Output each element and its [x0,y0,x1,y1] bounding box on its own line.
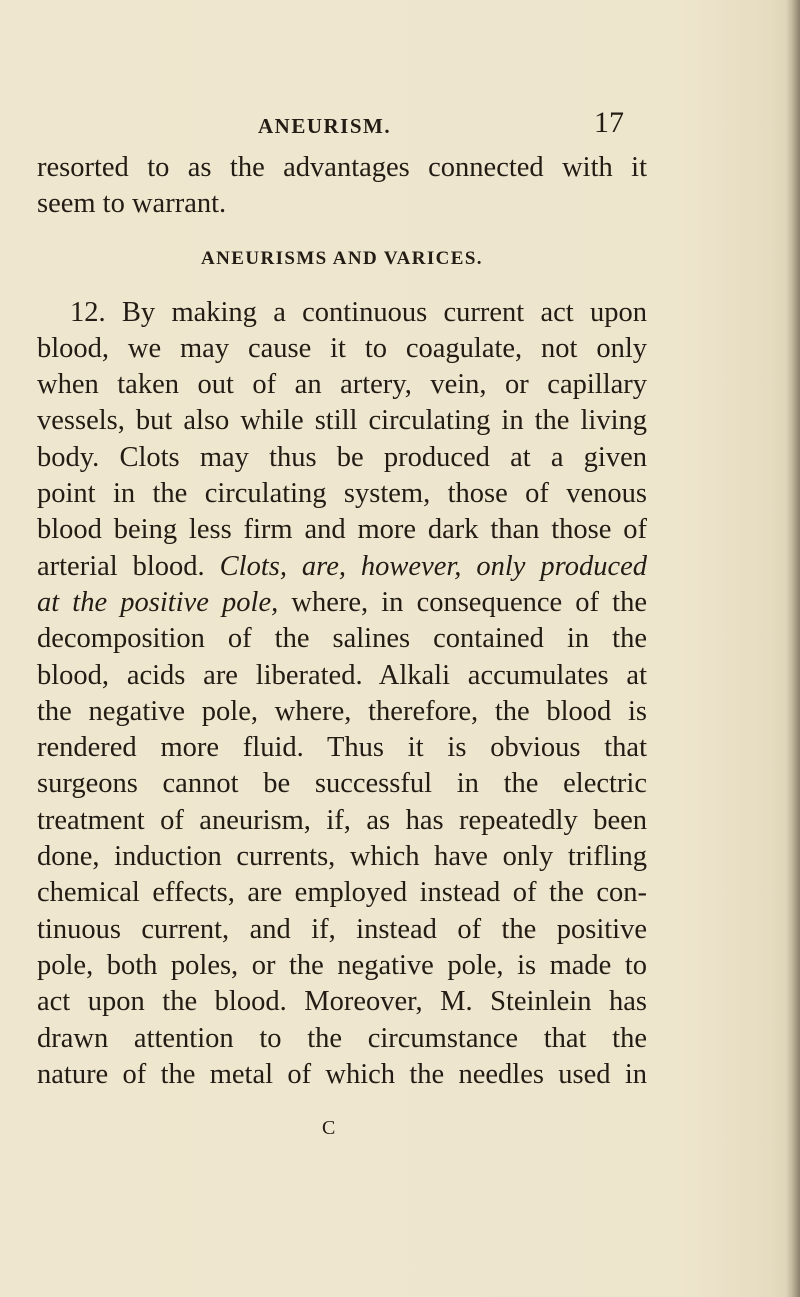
text-line: blood being less firm and more dark than those of [37,514,647,546]
text-line: surgeons cannot be successful in the electric [37,768,647,800]
text-line: done, induction currents, which have only trifling [37,841,647,873]
text-line: body. Clots may thus be produced at a given [37,441,647,473]
text-line: seem to warrant. [37,188,227,220]
text-line: rendered more fluid. Thus it is obvious that [37,732,647,764]
text-line: the negative pole, where, therefore, the blood is [37,695,647,727]
text-line: when taken out of an artery, vein, or capillary [37,369,647,401]
roman-text: arterial blood. [37,550,205,582]
text-line: blood, acids are liberated. Alkali accumulates at [37,659,647,691]
text-line: pole, both poles, or the negative pole, is made to [37,949,647,981]
text-line: decomposition of the salines contained in the [37,623,647,655]
page-number: 17 [594,106,624,139]
text-line: act upon the blood. Moreover, M. Steinlein has [37,986,647,1018]
text-line: tinuous current, and if, instead of the positive [37,913,647,945]
text-line-mixed [37,549,647,585]
italic-text: Clots, are, however, only produced [219,550,647,582]
text-line: blood, we may cause it to coagulate, not only [37,332,647,364]
text-line: nature of the metal of which the needles used in [37,1058,647,1090]
signature-mark: C [322,1117,336,1139]
running-head [258,106,638,142]
body-text [37,150,647,1093]
section-heading: ANEURISMS AND VARICES. [201,247,483,269]
text-line: 12. By making a continuous current act upon [70,296,647,328]
text-line: treatment of aneurism, if, as has repeatedly been [37,804,647,836]
text-line: drawn attention to the circumstance that the [37,1022,647,1054]
text-line: resorted to as the advantages connected with it [37,152,647,183]
running-title: ANEURISM. [258,114,392,138]
italic-text: at the positive pole, [37,586,279,618]
text-line: vessels, but also while still circulating in the living [37,405,647,437]
text-line-mixed [37,585,647,621]
text-line: point in the circulating system, those of venous [37,478,647,510]
page-edge-shadow [786,0,800,1297]
text-line: chemical effects, are employed instead of the con- [37,877,647,909]
roman-text: where, in consequence of the [291,586,647,618]
